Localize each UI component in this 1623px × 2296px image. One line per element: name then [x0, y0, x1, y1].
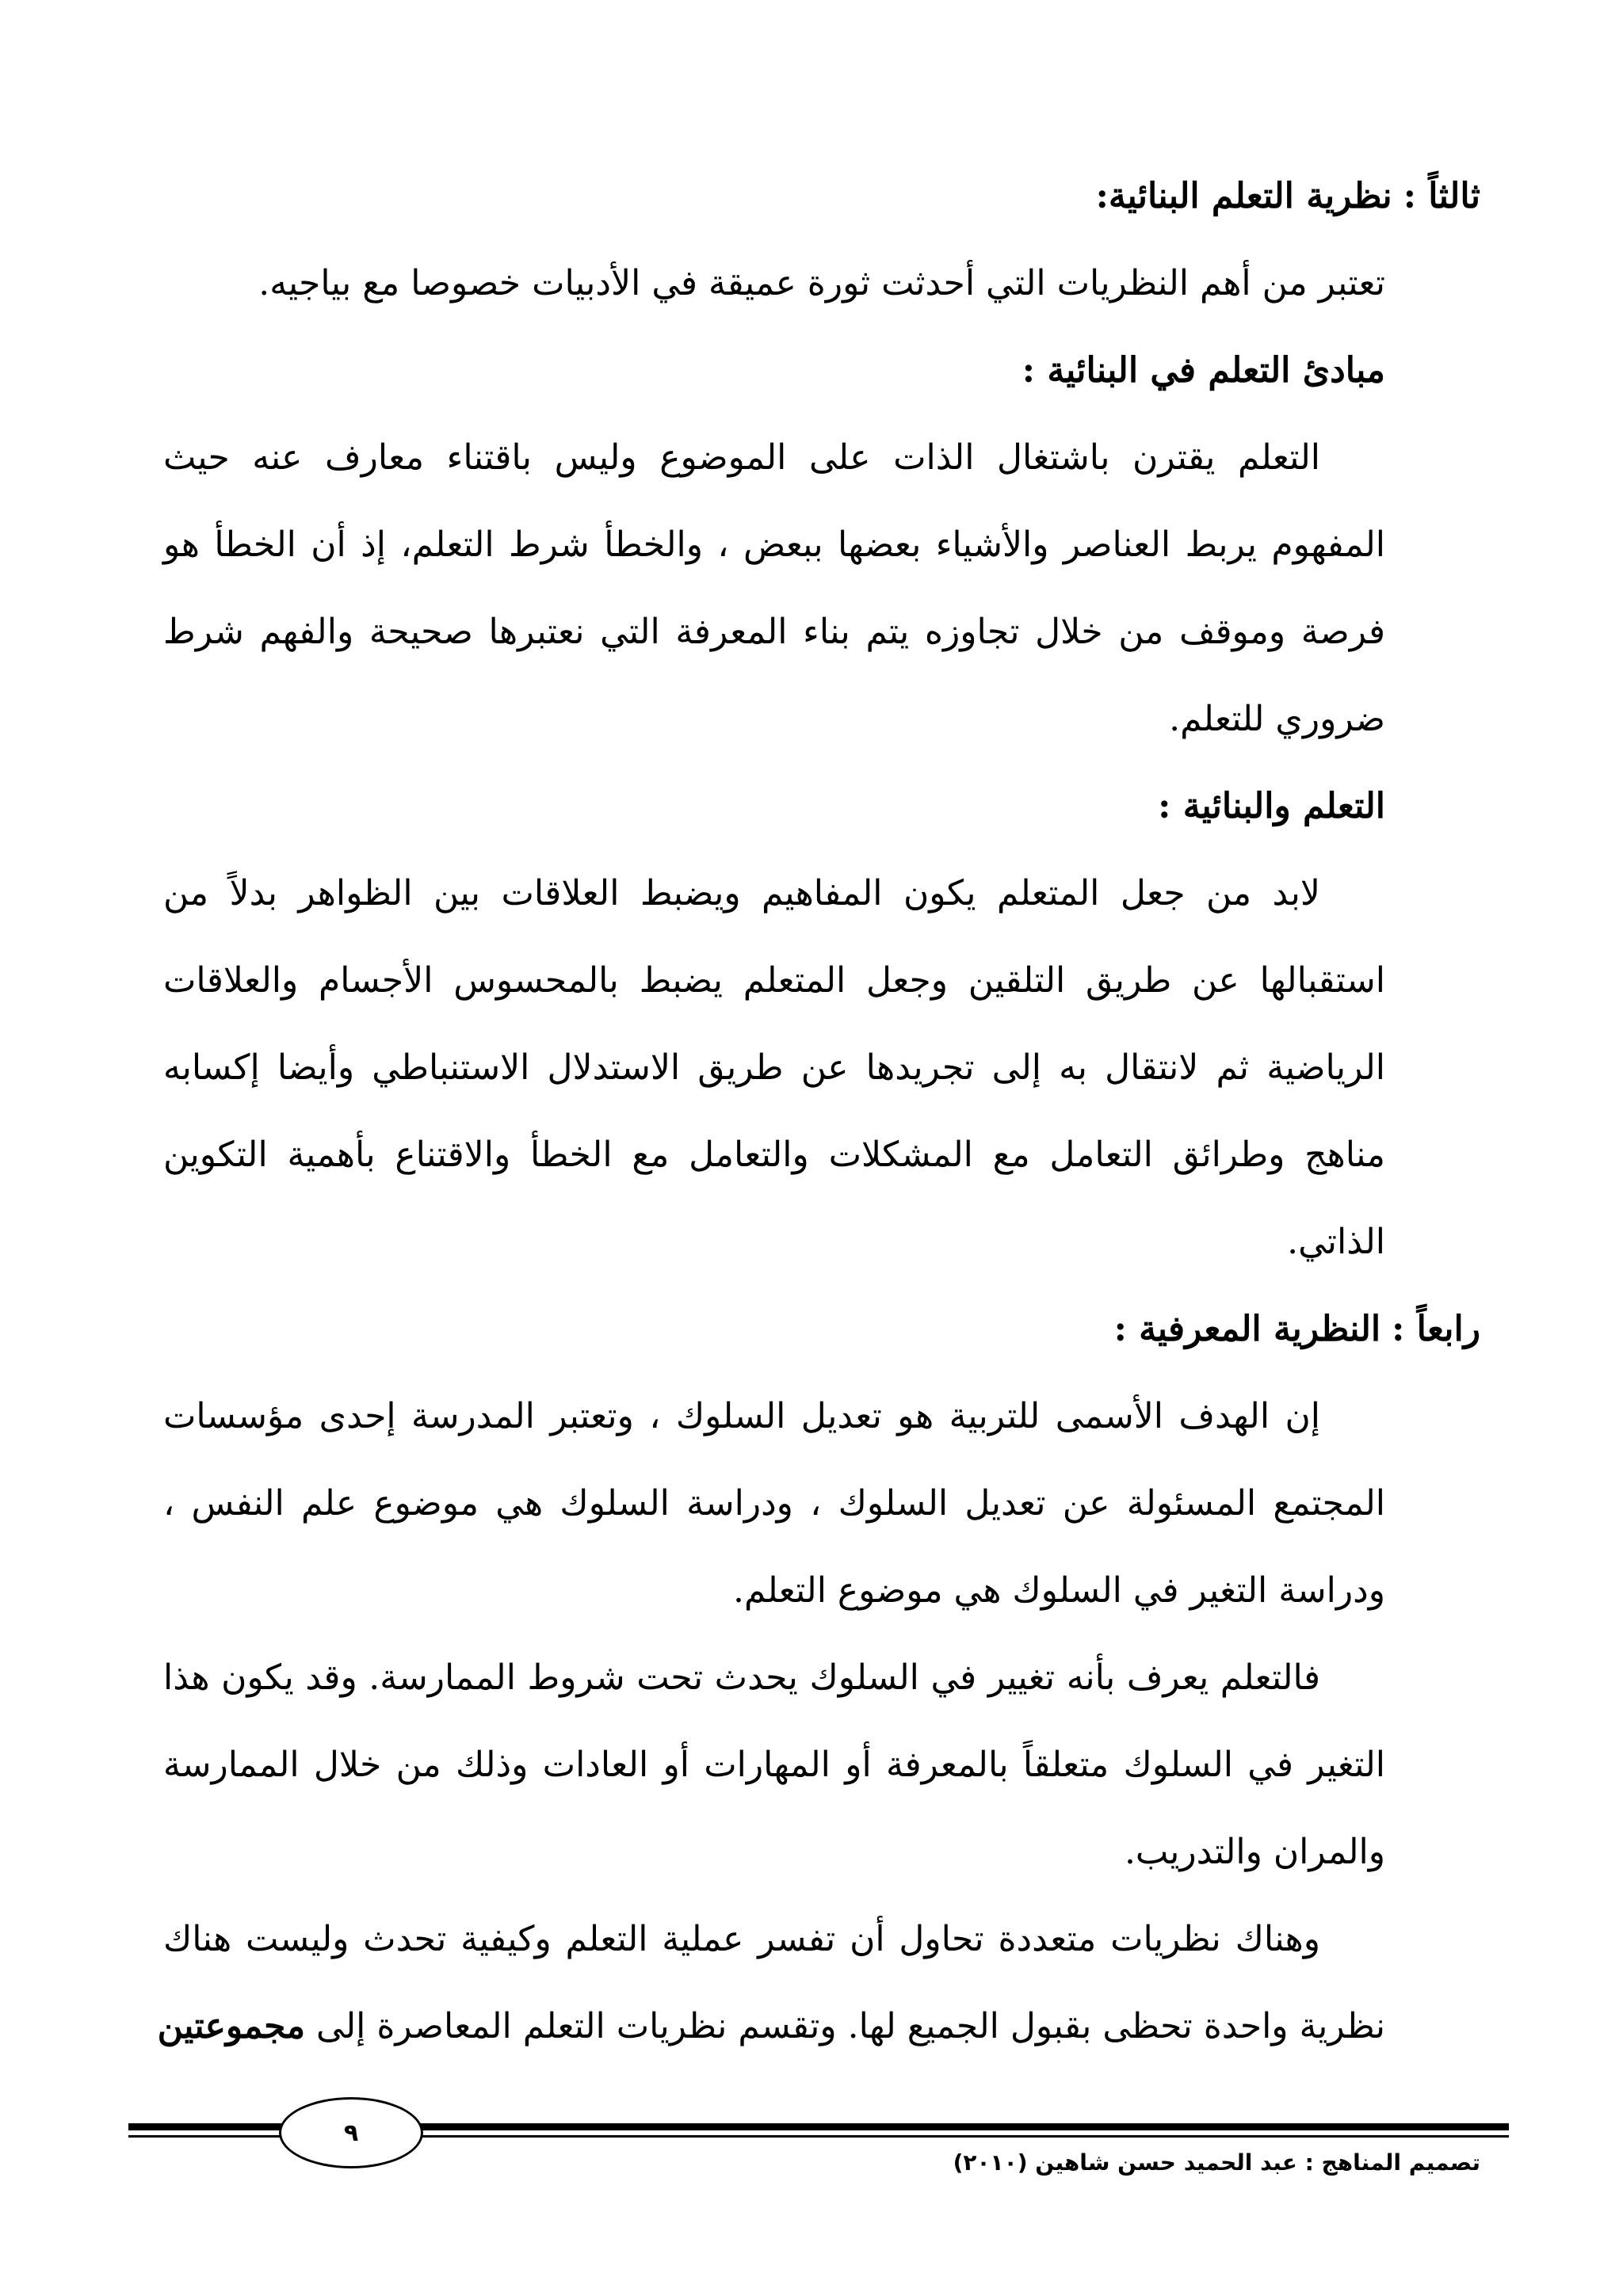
learning-line-4: مناهج وطرائق التعامل مع المشكلات والتعامل مع الخطأ والاقتناع بأهمية التكوين [163, 1135, 1385, 1175]
section-4-label: رابعاً : [1392, 1309, 1480, 1349]
learning-line-1: لابد من جعل المتعلم يكون المفاهيم ويضبط العلاقات بين الظواهر بدلاً من [163, 873, 1320, 913]
paragraph-2-line-3: والمران والتدريب. [1124, 1832, 1385, 1872]
paragraph-3-text: نظرية واحدة تحظى بقبول الجميع لها. وتقسم نظريات التعلم المعاصرة إلى [316, 2006, 1385, 2046]
section-4-heading [1114, 1306, 1480, 1353]
paragraph-3-line-1: وهناك نظريات متعددة تحاول أن تفسر عملية التعلم وكيفية تحدث وليست هناك [163, 1919, 1320, 1959]
paragraph-1-line-1: إن الهدف الأسمى للتربية هو تعديل السلوك ، وتعتبر المدرسة إحدى مؤسسات [163, 1396, 1320, 1436]
principles-line-1: التعلم يقترن باشتغال الذات على الموضوع وليس باقتناء معارف عنه حيث [163, 437, 1320, 478]
paragraph-3-line-2 [157, 2003, 1385, 2050]
section-3-label: ثالثاً : [1403, 176, 1480, 216]
learning-line-2: استقبالها عن طريق التلقين وجعل المتعلم يضبط بالمحسوس الأجسام والعلاقات [163, 960, 1385, 1001]
section-3-title: نظرية التعلم البنائية: [1095, 176, 1392, 216]
section-4-title: النظرية المعرفية : [1113, 1309, 1381, 1349]
principles-line-4: ضروري للتعلم. [1169, 699, 1385, 739]
learning-line-5: الذاتي. [1287, 1222, 1385, 1262]
principles-line-3: فرصة وموقف من خلال تجاوزه يتم بناء المعرفة التي نعتبرها صحيحة والفهم شرط [163, 612, 1385, 652]
paragraph-1-line-2: المجتمع المسئولة عن تعديل السلوك ، ودراسة السلوك هي موضوع علم النفس ، [163, 1483, 1385, 1524]
section-3-heading [1096, 173, 1480, 220]
principles-heading: مبادئ التعلم في البنائية : [1022, 350, 1385, 391]
footer-citation: تصميم المناهج : عبد الحميد حسن شاهين (٢٠١٠) [953, 2149, 1480, 2176]
learning-line-3: الرياضية ثم لانتقال به إلى تجريدها عن طريق الاستدلال الاستنباطي وأيضا إكسابه [163, 1047, 1385, 1088]
section-3-intro: تعتبر من أهم النظريات التي أحدثت ثورة عميقة في الأدبيات خصوصا مع بياجيه. [258, 263, 1385, 303]
learning-heading: التعلم والبنائية : [1158, 786, 1385, 826]
page-number-oval [279, 2097, 423, 2168]
paragraph-3-bold-term: مجموعتين [157, 2006, 306, 2046]
page-number: ٩ [343, 2119, 359, 2147]
principles-line-2: المفهوم يربط العناصر والأشياء بعضها ببعض ، والخطأ شرط التعلم، إذ أن الخطأ هو [163, 524, 1385, 565]
paragraph-1-line-3: ودراسة التغير في السلوك هي موضوع التعلم. [732, 1570, 1385, 1611]
paragraph-2-line-1: فالتعلم يعرف بأنه تغيير في السلوك يحدث تحت شروط الممارسة. وقد يكون هذا [163, 1657, 1320, 1698]
paragraph-2-line-2: التغير في السلوك متعلقاً بالمعرفة أو المهارات أو العادات وذلك من خلال الممارسة [163, 1745, 1385, 1785]
